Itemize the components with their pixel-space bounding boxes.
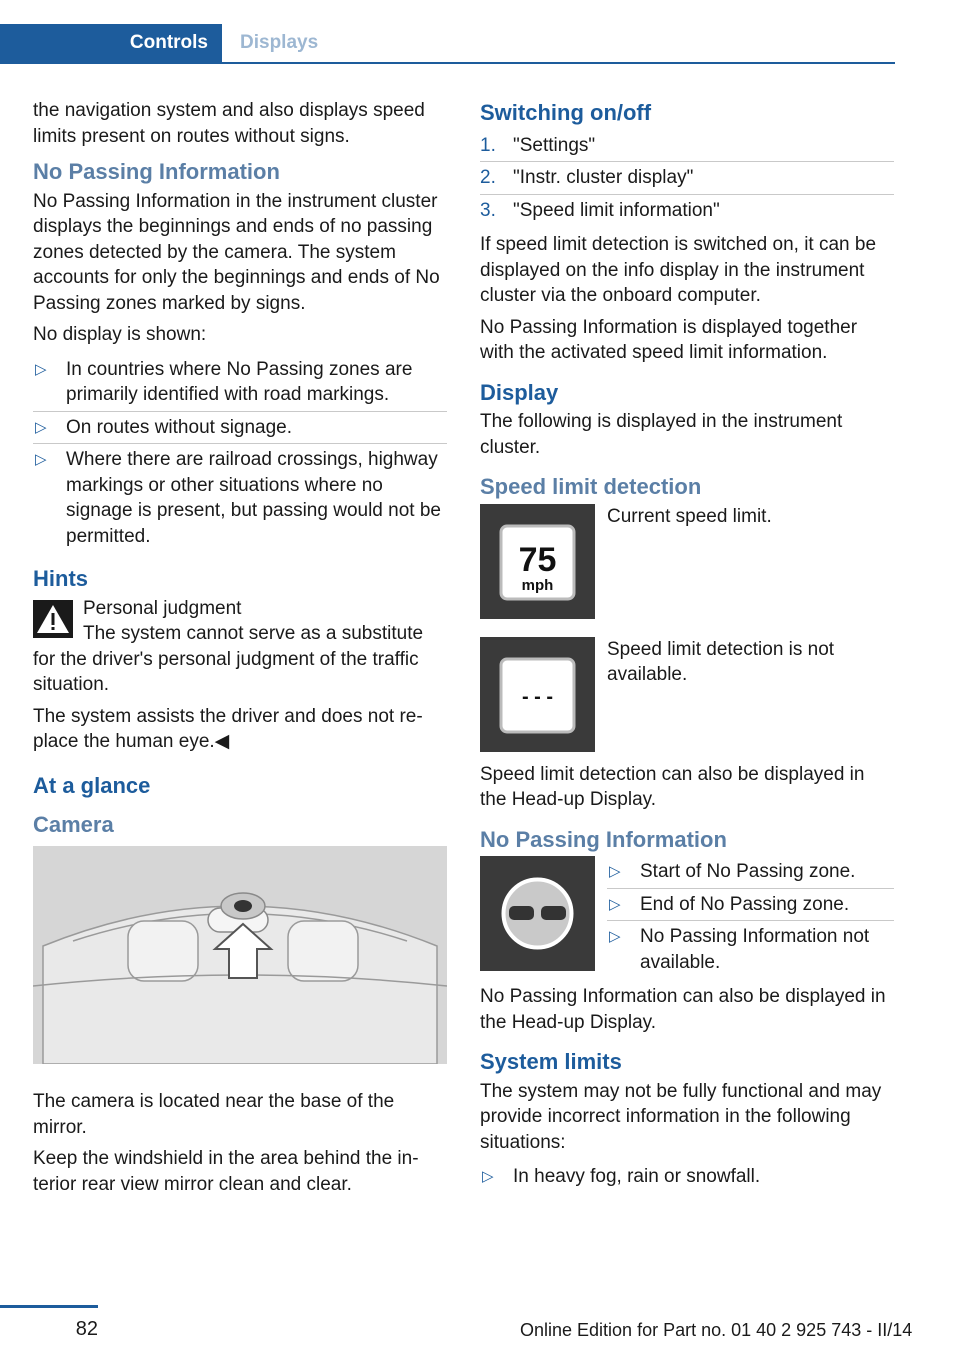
- list-item: ▷ No Passing Information not available.: [609, 926, 870, 973]
- no-passing-sign-icon: [480, 856, 595, 971]
- list-item: ▷ Start of No Passing zone.: [607, 856, 894, 889]
- svg-text:- - -: - - -: [521, 685, 554, 708]
- intro-text: the navigation system and also displays speed limits present on routes without signs.: [33, 100, 425, 147]
- svg-text:75: 75: [518, 540, 557, 579]
- speed-limit-unavailable-text: Speed limit detection is not available.: [607, 638, 835, 685]
- speed-limit-unavailable-icon: [480, 637, 595, 752]
- current-speed-limit-text: Current speed limit.: [607, 505, 772, 527]
- at-a-glance-heading: At a glance: [33, 772, 151, 798]
- switch-paragraph-1: If speed limit detection is switched on, it can be displayed on the info display in the instrument cluster via the onboard computer.: [480, 234, 877, 306]
- page-number: 82: [75, 1318, 98, 1340]
- tab-controls[interactable]: Controls: [0, 24, 222, 62]
- camera-location-text: The camera is located near the base of the mirror.: [33, 1091, 395, 1138]
- tab-displays[interactable]: Displays: [240, 32, 319, 53]
- header-tab-bar: [0, 24, 895, 64]
- npi-list: [607, 856, 894, 978]
- triangle-bullet-icon: ▷: [609, 863, 621, 880]
- keep-clean-text: Keep the windshield in the area behind the interior rear view mirror clean and clear.: [33, 1148, 419, 1195]
- hints-heading: Hints: [33, 566, 88, 591]
- left-column: [33, 98, 447, 1203]
- no-passing-heading: No Passing Information: [33, 159, 280, 184]
- no-display-text: No display is shown:: [33, 324, 207, 345]
- switching-heading: Switching on/off: [480, 100, 652, 125]
- list-item: 2. "Instr. cluster display": [480, 162, 894, 195]
- no-display-list: [33, 354, 447, 553]
- camera-heading: Camera: [33, 812, 114, 837]
- speed-limit-sign-icon: [480, 504, 595, 619]
- list-item: ▷ End of No Passing zone.: [607, 889, 894, 922]
- npi-hud-text: No Passing Information can also be displayed in the Head-up Display.: [480, 986, 886, 1033]
- triangle-bullet-icon: ▷: [609, 928, 621, 945]
- edition-text: Online Edition for Part no. 01 40 2 925 743 - II/14: [520, 1320, 913, 1340]
- speed-limit-detection-heading: Speed limit detection: [480, 474, 702, 499]
- list-item: 1. "Settings": [480, 130, 894, 163]
- list-item: ▷ Where there are railroad crossings, highway markings or other situations where no signage is present, but passing would not be permitted.: [35, 449, 441, 547]
- triangle-bullet-icon: ▷: [482, 1168, 494, 1185]
- list-item: ▷ In heavy fog, rain or snowfall.: [480, 1161, 894, 1193]
- triangle-bullet-icon: ▷: [609, 895, 621, 913]
- system-limits-list: [480, 1161, 894, 1193]
- camera-illustration: [33, 846, 447, 1064]
- switch-paragraph-2: No Passing Information is displayed together with the activated speed limit information.: [480, 316, 858, 363]
- speed-limit-hud-text: Speed limit detection can also be displayed in the Head-up Display.: [480, 763, 865, 810]
- list-item: 3. "Speed limit information": [480, 199, 720, 221]
- warning-text: The system cannot serve as a substitute for the driver's personal judgment of the traffic situation.: [33, 623, 424, 695]
- triangle-bullet-icon: ▷: [35, 451, 47, 468]
- display-heading: Display: [480, 379, 559, 405]
- no-passing-text: No Passing Information in the instrument cluster displays the beginnings and ends of no passing zones detected by the camera. The system accounts for only the beginnings and ends of No Passing zones marked by signs.: [33, 190, 440, 314]
- triangle-bullet-icon: ▷: [35, 360, 47, 378]
- svg-text:mph: mph: [521, 576, 554, 594]
- steps-list: [480, 130, 894, 227]
- right-column: [480, 100, 894, 1199]
- list-item: ▷ In countries where No Passing zones are primarily identified with road markings.: [33, 354, 447, 412]
- npi-heading: No Passing Information: [480, 826, 727, 852]
- list-item: ▷ On routes without signage.: [33, 412, 447, 445]
- footer-rule: [0, 1305, 98, 1308]
- system-limits-heading: System limits: [480, 1049, 622, 1074]
- triangle-bullet-icon: ▷: [35, 418, 47, 436]
- system-limits-text: The system may not be fully functional and may provide incorrect information in the following situations:: [480, 1080, 882, 1153]
- display-text: The following is displayed in the instrument cluster.: [480, 411, 843, 458]
- assist-text: The system assists the driver and does not replace the human eye.◀: [33, 705, 423, 752]
- warning-triangle-icon: [33, 600, 73, 638]
- warning-title: Personal judgment: [83, 597, 242, 619]
